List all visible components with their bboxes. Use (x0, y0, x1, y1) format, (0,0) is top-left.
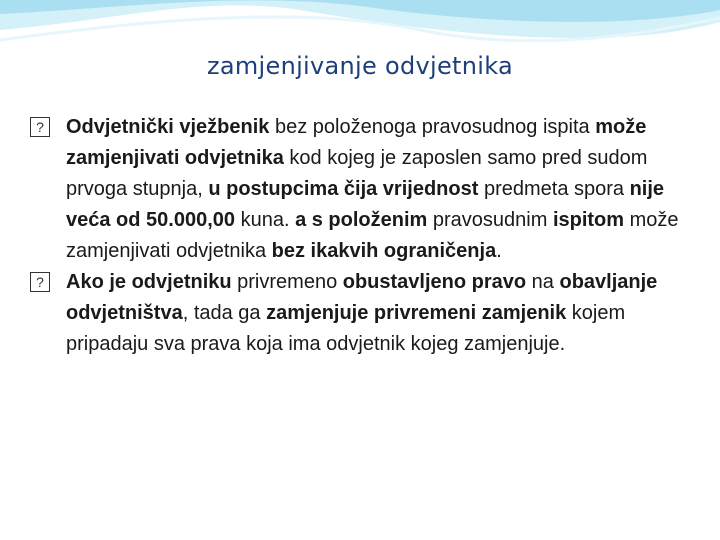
paragraph-text: Ako je odvjetniku privremeno obustavljeno pravo na obavljanje odvjetništva, tada ga zamjenjuje privremeni zamjenik kojem pripadaju sva prava koja ima odvjetnik kojeg zamjenjuje. (66, 271, 658, 355)
bullet-icon: ? (30, 272, 50, 292)
slide-body (30, 112, 690, 360)
paragraph-2 (30, 267, 690, 360)
paragraph-1 (30, 112, 690, 267)
paragraph-text: Odvjetnički vježbenik bez položenoga pravosudnog ispita može zamjenjivati odvjetnika kod kojeg je zaposlen samo pred sudom prvoga stupnja, u postupcima čija vrijednost predmeta spora nije veća od 50.000,00 kuna. a s položenim pravosudnim ispitom može zamjenjivati odvjetnika bez ikakvih ograničenja. (66, 116, 679, 262)
slide-title: zamjenjivanje odvjetnika (206, 52, 514, 80)
bullet-icon: ? (30, 117, 50, 137)
